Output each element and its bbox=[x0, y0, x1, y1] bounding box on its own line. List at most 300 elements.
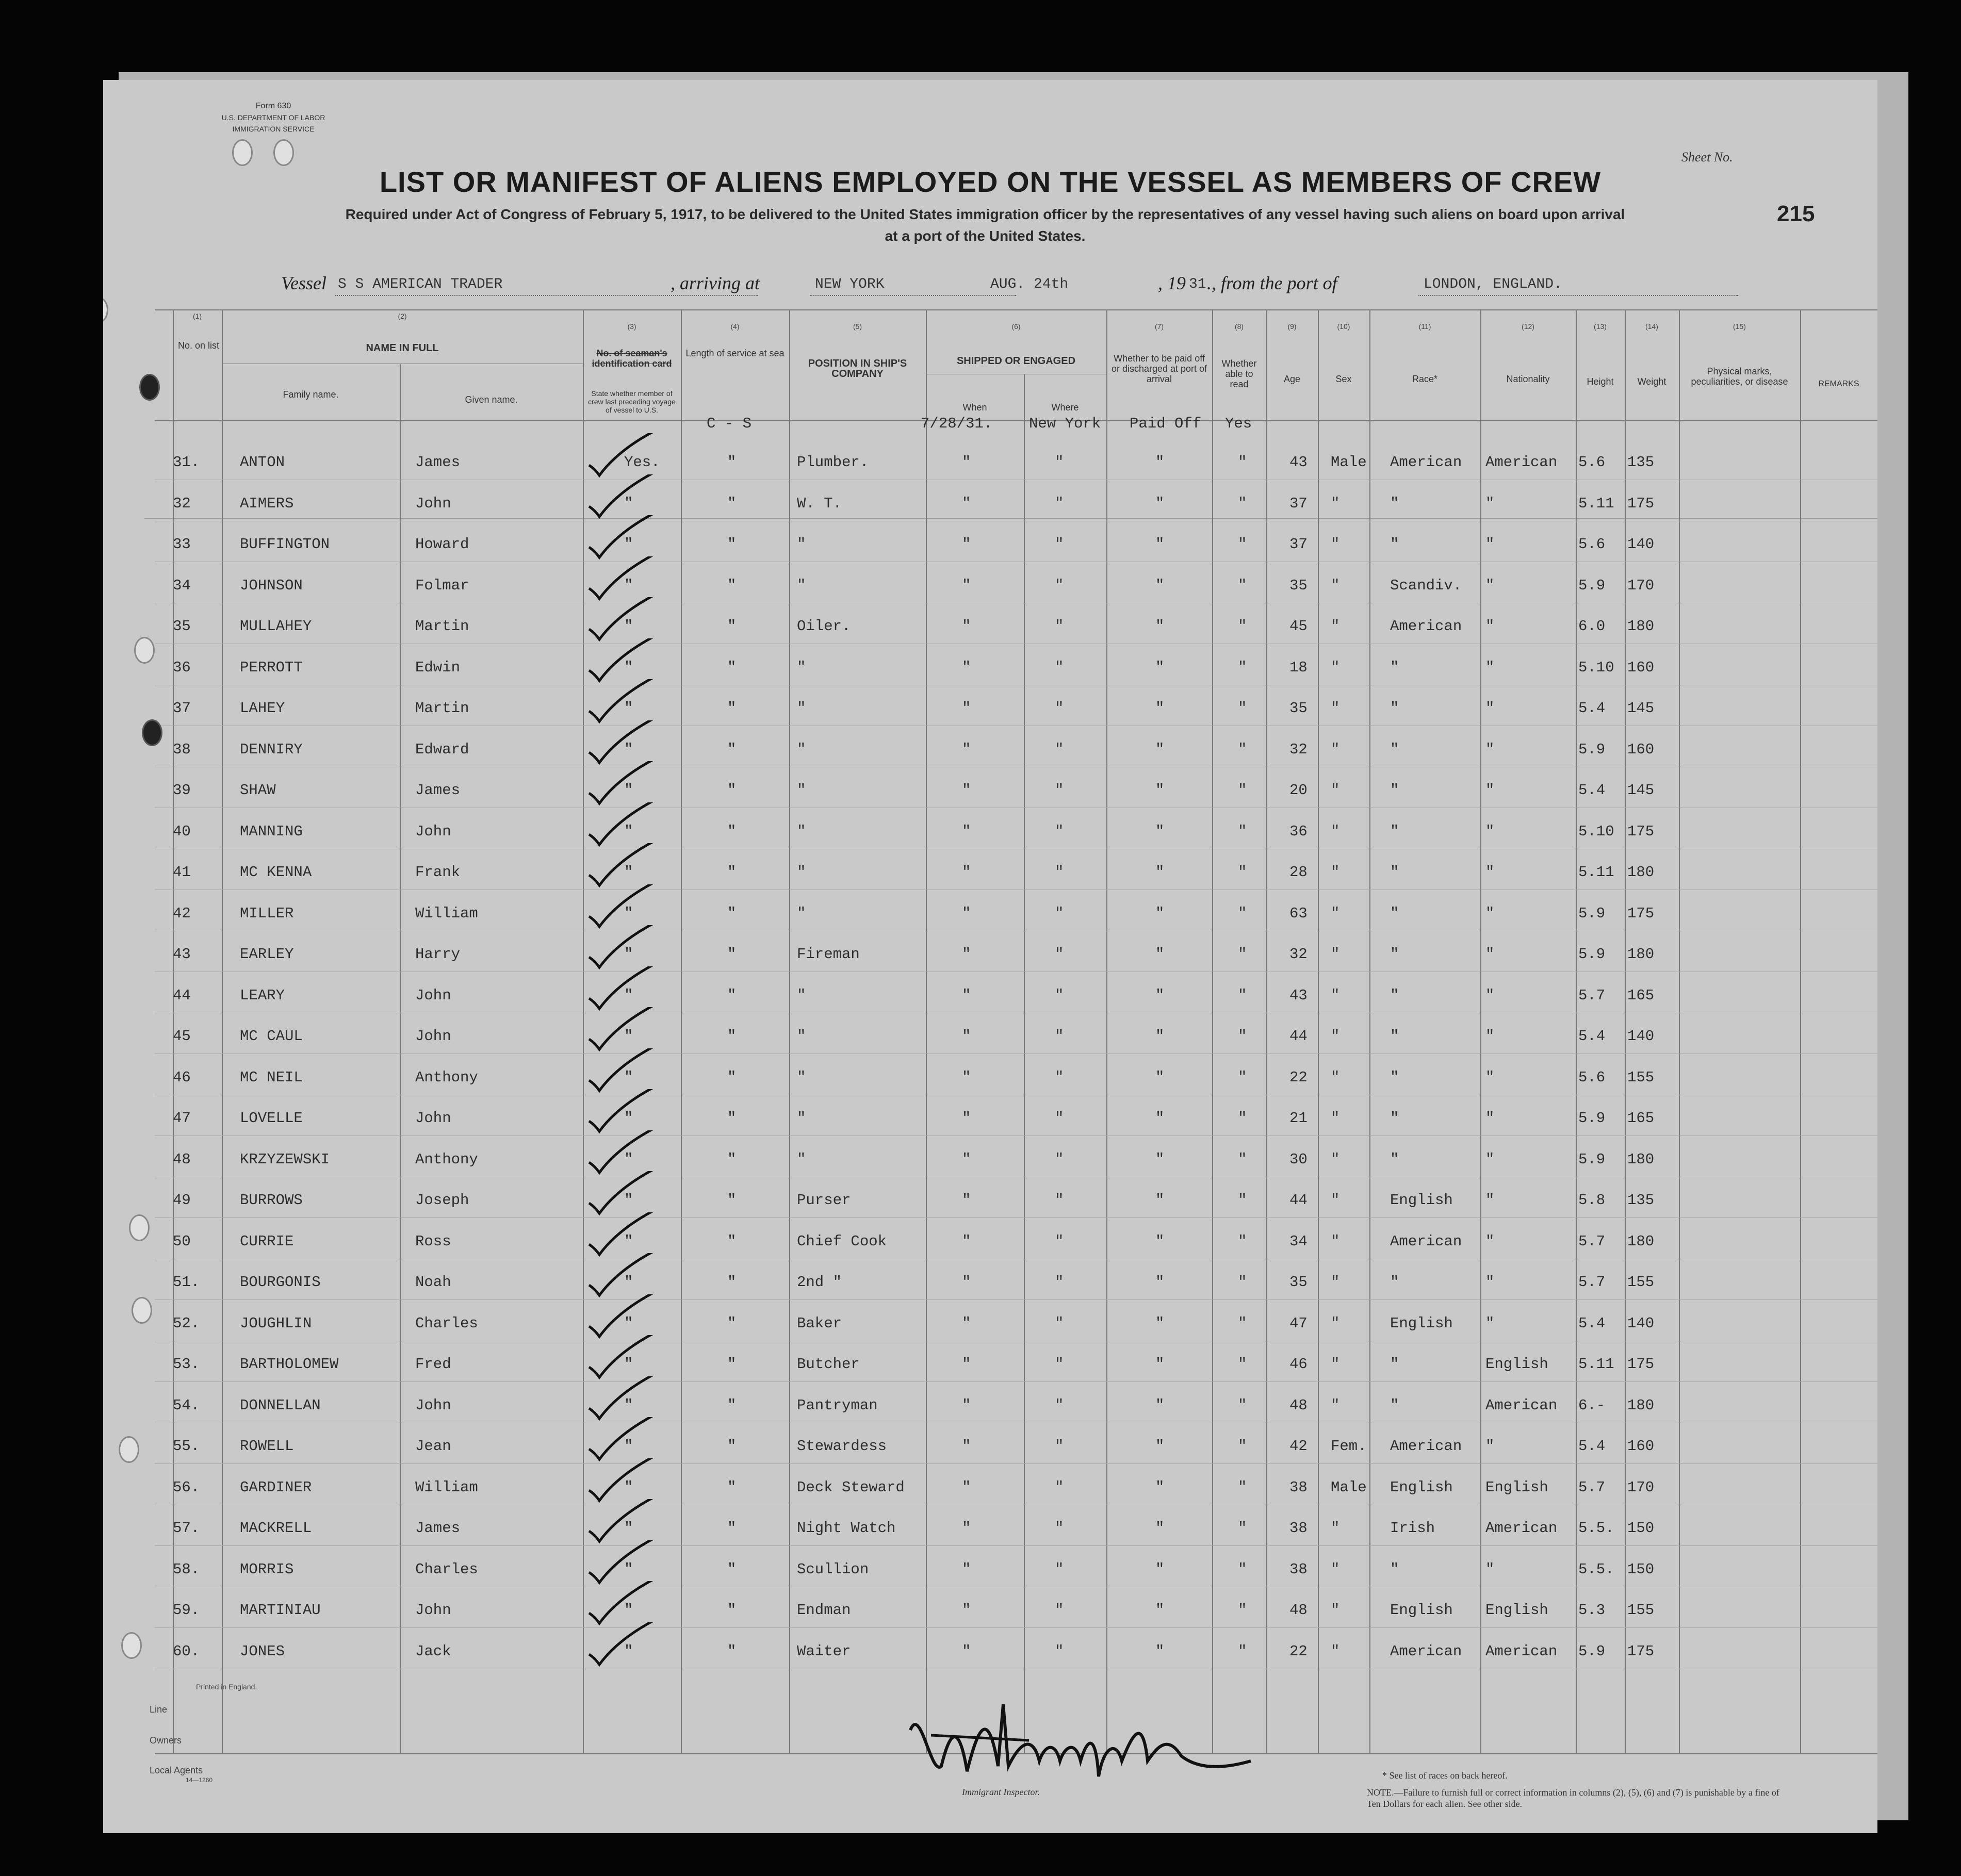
row-race: " bbox=[1390, 946, 1399, 963]
row-able-to-read: " bbox=[1238, 1356, 1247, 1373]
row-race: " bbox=[1390, 1151, 1399, 1168]
row-paid-off: " bbox=[1155, 1397, 1165, 1414]
row-paid-off: " bbox=[1155, 1520, 1165, 1537]
check-mark bbox=[583, 1089, 665, 1136]
row-height: 5.11 bbox=[1578, 864, 1614, 881]
row-shipped-when: " bbox=[962, 741, 971, 758]
row-able-to-read: " bbox=[1238, 1520, 1247, 1537]
row-sex: Male bbox=[1331, 454, 1367, 471]
row-shipped-when: " bbox=[962, 577, 971, 594]
row-service-length: " bbox=[727, 1028, 737, 1045]
colnum-7: (7) bbox=[1154, 322, 1164, 331]
row-position: Oiler. bbox=[797, 618, 851, 635]
row-height: 5.10 bbox=[1578, 659, 1614, 676]
row-height: 5.6 bbox=[1578, 1069, 1606, 1086]
row-service-length: " bbox=[727, 495, 737, 512]
row-nationality: American bbox=[1485, 1643, 1558, 1660]
row-weight: 150 bbox=[1627, 1561, 1655, 1578]
row-height: 5.6 bbox=[1578, 536, 1606, 553]
row-row-number: 43 bbox=[173, 946, 191, 963]
manifest-sheet bbox=[103, 80, 1877, 1833]
row-given-name: Edward bbox=[415, 741, 469, 758]
row-paid-off: " bbox=[1155, 741, 1165, 758]
row-shipped-when: " bbox=[962, 864, 971, 881]
row-nationality: " bbox=[1485, 1110, 1495, 1127]
row-service-length: " bbox=[727, 1602, 737, 1619]
row-shipped-when: " bbox=[962, 700, 971, 717]
row-age: 38 bbox=[1289, 1561, 1308, 1578]
header-id-card: No. of seaman's identification card bbox=[592, 348, 672, 369]
row-nationality: " bbox=[1485, 741, 1495, 758]
row-shipped-where: " bbox=[1055, 1356, 1064, 1373]
row-family-name: DONNELLAN bbox=[240, 1397, 321, 1414]
row-given-name: Jean bbox=[415, 1438, 451, 1455]
row-shipped-when: " bbox=[962, 1110, 971, 1127]
row-position: W. T. bbox=[797, 495, 842, 512]
row-given-name: William bbox=[415, 905, 478, 922]
row-nationality: English bbox=[1485, 1602, 1548, 1619]
arrival-port: NEW YORK bbox=[815, 276, 885, 292]
row-sex: " bbox=[1331, 577, 1340, 594]
row-family-name: LAHEY bbox=[240, 700, 285, 717]
row-able-to-read: " bbox=[1238, 1028, 1247, 1045]
row-paid-off: " bbox=[1155, 1356, 1165, 1373]
check-mark bbox=[583, 1335, 665, 1381]
row-race: Irish bbox=[1390, 1520, 1435, 1537]
footer-owners-label: Owners bbox=[150, 1735, 182, 1746]
row-height: 5.5. bbox=[1578, 1561, 1614, 1578]
manifest-subtitle: Required under Act of Congress of February 5, 1917, to be delivered to the United States immigration officer by the representatives of any vessel having such aliens on board upon arrival at a port of the United States. bbox=[345, 206, 1625, 244]
row-service-length: " bbox=[727, 1110, 737, 1127]
row-race: " bbox=[1390, 905, 1399, 922]
row-service-length: " bbox=[727, 1192, 737, 1209]
row-race: " bbox=[1390, 495, 1399, 512]
row-shipped-when: " bbox=[962, 1151, 971, 1168]
check-mark bbox=[583, 433, 665, 480]
row-shipped-when: " bbox=[962, 1561, 971, 1578]
row-service-length: " bbox=[727, 1233, 737, 1250]
header-family-name: Family name. bbox=[283, 389, 339, 400]
row-sex: " bbox=[1331, 1110, 1340, 1127]
row-previous-voyage: " bbox=[624, 1315, 633, 1332]
row-previous-voyage: " bbox=[624, 700, 633, 717]
row-service-length: " bbox=[727, 1397, 737, 1414]
row-family-name: BARTHOLOMEW bbox=[240, 1356, 339, 1373]
row-nationality: " bbox=[1485, 1151, 1495, 1168]
row-position: " bbox=[797, 782, 806, 799]
row-row-number: 60. bbox=[173, 1643, 200, 1660]
row-family-name: LEARY bbox=[240, 987, 285, 1004]
row-weight: 155 bbox=[1627, 1602, 1655, 1619]
row-sex: " bbox=[1331, 1356, 1340, 1373]
row-weight: 155 bbox=[1627, 1274, 1655, 1291]
header-height: Height bbox=[1587, 376, 1614, 387]
row-previous-voyage: " bbox=[624, 495, 633, 512]
row-able-to-read: " bbox=[1238, 577, 1247, 594]
arriving-label: , arriving at bbox=[671, 273, 760, 293]
check-mark bbox=[583, 1007, 665, 1054]
row-height: 5.11 bbox=[1578, 495, 1614, 512]
footer-agents-label: Local Agents bbox=[150, 1765, 203, 1775]
row-row-number: 35 bbox=[173, 618, 191, 635]
row-height: 5.4 bbox=[1578, 1315, 1606, 1332]
row-service-length: " bbox=[727, 782, 737, 799]
row-race: " bbox=[1390, 700, 1399, 717]
row-weight: 175 bbox=[1627, 495, 1655, 512]
row-sex: " bbox=[1331, 1151, 1340, 1168]
row-shipped-where: " bbox=[1055, 1315, 1064, 1332]
row-service-length: " bbox=[727, 454, 737, 471]
row-service-length: " bbox=[727, 905, 737, 922]
row-given-name: John bbox=[415, 1110, 451, 1127]
row-able-to-read: " bbox=[1238, 536, 1247, 553]
footer-form-code: 14—1260 bbox=[186, 1776, 213, 1784]
row-given-name: Ross bbox=[415, 1233, 451, 1250]
row-sex: " bbox=[1331, 618, 1340, 635]
row-nationality: " bbox=[1485, 659, 1495, 676]
row-family-name: MC KENNA bbox=[240, 864, 312, 881]
row-paid-off: " bbox=[1155, 700, 1165, 717]
row-service-length: " bbox=[727, 618, 737, 635]
inspector-label: Immigrant Inspector. bbox=[962, 1787, 1040, 1797]
row-able-to-read: " bbox=[1238, 782, 1247, 799]
row-position: " bbox=[797, 864, 806, 881]
row-shipped-where: " bbox=[1055, 823, 1064, 840]
row-family-name: BOURGONIS bbox=[240, 1274, 321, 1291]
row-nationality: " bbox=[1485, 536, 1495, 553]
row-position: " bbox=[797, 1110, 806, 1127]
row-row-number: 44 bbox=[173, 987, 191, 1004]
row-weight: 175 bbox=[1627, 905, 1655, 922]
row-sex: " bbox=[1331, 946, 1340, 963]
row-nationality: " bbox=[1485, 1233, 1495, 1250]
row-position: " bbox=[797, 823, 806, 840]
row-age: 30 bbox=[1289, 1151, 1308, 1168]
check-mark bbox=[583, 802, 665, 849]
row-given-name: Jack bbox=[415, 1643, 451, 1660]
row-paid-off: " bbox=[1155, 577, 1165, 594]
header-race: Race* bbox=[1412, 374, 1438, 384]
check-mark bbox=[583, 474, 665, 521]
row-height: 5.9 bbox=[1578, 946, 1606, 963]
row-nationality: " bbox=[1485, 946, 1495, 963]
row-sex: " bbox=[1331, 741, 1340, 758]
check-mark bbox=[583, 1417, 665, 1463]
row-paid-off: " bbox=[1155, 1602, 1165, 1619]
row-shipped-where: " bbox=[1055, 577, 1064, 594]
fine-note: NOTE.—Failure to furnish full or correct information in columns (2), (5), (6) and (7) is punishable by a fine of Ten Dollars for each alien. See other side. bbox=[1367, 1787, 1779, 1809]
check-mark bbox=[583, 843, 665, 890]
row-row-number: 54. bbox=[173, 1397, 200, 1414]
row-age: 32 bbox=[1289, 741, 1308, 758]
race-note: * See list of races on back hereof. bbox=[1382, 1770, 1508, 1781]
check-mark bbox=[583, 1499, 665, 1545]
row-nationality: " bbox=[1485, 987, 1495, 1004]
row-row-number: 42 bbox=[173, 905, 191, 922]
colnum-11: (11) bbox=[1418, 322, 1431, 331]
row-able-to-read: " bbox=[1238, 1438, 1247, 1455]
row-service-length: " bbox=[727, 1438, 737, 1455]
row-service-length: " bbox=[727, 577, 737, 594]
row-row-number: 55. bbox=[173, 1438, 200, 1455]
row-previous-voyage: " bbox=[624, 1356, 633, 1373]
vessel-label: Vessel bbox=[281, 273, 326, 293]
arrival-date: AUG. 24th bbox=[990, 276, 1069, 292]
row-shipped-when: " bbox=[962, 1643, 971, 1660]
row-shipped-when: " bbox=[962, 905, 971, 922]
row-able-to-read: " bbox=[1238, 1602, 1247, 1619]
row-row-number: 36 bbox=[173, 659, 191, 676]
row-race: " bbox=[1390, 987, 1399, 1004]
header-previous-voyage: State whether member of crew last preceding voyage of vessel to U.S. bbox=[588, 389, 676, 414]
row-nationality: " bbox=[1485, 823, 1495, 840]
row-given-name: Charles bbox=[415, 1315, 478, 1332]
check-mark bbox=[583, 1622, 665, 1669]
row-row-number: 49 bbox=[173, 1192, 191, 1209]
row-rule bbox=[155, 1627, 1877, 1628]
row-weight: 140 bbox=[1627, 1028, 1655, 1045]
row-service-length: " bbox=[727, 1479, 737, 1496]
row-shipped-where: " bbox=[1055, 782, 1064, 799]
row-previous-voyage: " bbox=[624, 1520, 633, 1537]
row-race: " bbox=[1390, 1028, 1399, 1045]
row-age: 22 bbox=[1289, 1069, 1308, 1086]
row-given-name: John bbox=[415, 1397, 451, 1414]
row-given-name: James bbox=[415, 454, 461, 471]
row-position: " bbox=[797, 659, 806, 676]
row-age: 22 bbox=[1289, 1643, 1308, 1660]
row-age: 44 bbox=[1289, 1028, 1308, 1045]
row-rule bbox=[155, 1217, 1877, 1218]
row-weight: 135 bbox=[1627, 1192, 1655, 1209]
ditto-paid: Paid Off bbox=[1130, 415, 1202, 432]
row-height: 5.4 bbox=[1578, 1438, 1606, 1455]
row-able-to-read: " bbox=[1238, 1069, 1247, 1086]
row-position: Pantryman bbox=[797, 1397, 878, 1414]
row-position: 2nd " bbox=[797, 1274, 842, 1291]
row-sex: " bbox=[1331, 1643, 1340, 1660]
row-sex: " bbox=[1331, 1397, 1340, 1414]
row-age: 34 bbox=[1289, 1233, 1308, 1250]
row-given-name: Howard bbox=[415, 536, 469, 553]
row-position: " bbox=[797, 577, 806, 594]
row-row-number: 50 bbox=[173, 1233, 191, 1250]
row-paid-off: " bbox=[1155, 1643, 1165, 1660]
row-race: English bbox=[1390, 1479, 1453, 1496]
row-height: 5.9 bbox=[1578, 905, 1606, 922]
row-row-number: 34 bbox=[173, 577, 191, 594]
row-previous-voyage: " bbox=[624, 1028, 633, 1045]
check-mark bbox=[583, 1253, 665, 1299]
row-nationality: " bbox=[1485, 1438, 1495, 1455]
row-height: 6.0 bbox=[1578, 618, 1606, 635]
row-race: " bbox=[1390, 782, 1399, 799]
row-row-number: 32 bbox=[173, 495, 191, 512]
row-shipped-when: " bbox=[962, 659, 971, 676]
row-paid-off: " bbox=[1155, 1315, 1165, 1332]
row-given-name: Anthony bbox=[415, 1151, 478, 1168]
row-weight: 170 bbox=[1627, 1479, 1655, 1496]
row-shipped-when: " bbox=[962, 536, 971, 553]
row-sex: " bbox=[1331, 1561, 1340, 1578]
row-age: 20 bbox=[1289, 782, 1308, 799]
row-sex: " bbox=[1331, 1233, 1340, 1250]
row-row-number: 46 bbox=[173, 1069, 191, 1086]
row-paid-off: " bbox=[1155, 1233, 1165, 1250]
colnum-6: (6) bbox=[1011, 322, 1021, 331]
header-able-to-read: Whether able to read bbox=[1221, 358, 1257, 389]
row-previous-voyage: " bbox=[624, 1561, 633, 1578]
row-paid-off: " bbox=[1155, 1274, 1165, 1291]
row-shipped-where: " bbox=[1055, 1602, 1064, 1619]
colnum-5: (5) bbox=[853, 322, 862, 331]
row-paid-off: " bbox=[1155, 618, 1165, 635]
row-paid-off: " bbox=[1155, 987, 1165, 1004]
row-height: 5.3 bbox=[1578, 1602, 1606, 1619]
row-able-to-read: " bbox=[1238, 1233, 1247, 1250]
row-nationality: English bbox=[1485, 1479, 1548, 1496]
row-height: 5.9 bbox=[1578, 1110, 1606, 1127]
row-given-name: William bbox=[415, 1479, 478, 1496]
check-mark bbox=[583, 556, 665, 603]
row-age: 35 bbox=[1289, 1274, 1308, 1291]
row-row-number: 39 bbox=[173, 782, 191, 799]
row-paid-off: " bbox=[1155, 864, 1165, 881]
row-race: " bbox=[1390, 1356, 1399, 1373]
row-service-length: " bbox=[727, 1520, 737, 1537]
row-height: 5.9 bbox=[1578, 741, 1606, 758]
row-weight: 150 bbox=[1627, 1520, 1655, 1537]
row-service-length: " bbox=[727, 1315, 737, 1332]
row-family-name: EARLEY bbox=[240, 946, 294, 963]
row-service-length: " bbox=[727, 659, 737, 676]
check-mark bbox=[583, 1294, 665, 1341]
row-race: " bbox=[1390, 741, 1399, 758]
row-family-name: MANNING bbox=[240, 823, 303, 840]
row-given-name: Martin bbox=[415, 700, 469, 717]
row-able-to-read: " bbox=[1238, 823, 1247, 840]
row-age: 36 bbox=[1289, 823, 1308, 840]
row-shipped-where: " bbox=[1055, 454, 1064, 471]
row-previous-voyage: " bbox=[624, 864, 633, 881]
colnum-15: (15) bbox=[1733, 322, 1746, 331]
row-sex: " bbox=[1331, 987, 1340, 1004]
row-height: 5.7 bbox=[1578, 1233, 1606, 1250]
row-weight: 145 bbox=[1627, 782, 1655, 799]
header-position: POSITION IN SHIP'S COMPANY bbox=[808, 358, 907, 380]
sheet-no-label: Sheet No. bbox=[1681, 150, 1733, 164]
colnum-2: (2) bbox=[398, 312, 407, 320]
check-mark bbox=[583, 1212, 665, 1259]
row-weight: 140 bbox=[1627, 1315, 1655, 1332]
row-previous-voyage: " bbox=[624, 782, 633, 799]
row-able-to-read: " bbox=[1238, 741, 1247, 758]
row-previous-voyage: " bbox=[624, 1643, 633, 1660]
row-service-length: " bbox=[727, 823, 737, 840]
row-sex: " bbox=[1331, 1520, 1340, 1537]
row-height: 5.9 bbox=[1578, 1151, 1606, 1168]
row-able-to-read: " bbox=[1238, 700, 1247, 717]
row-height: 5.8 bbox=[1578, 1192, 1606, 1209]
row-age: 21 bbox=[1289, 1110, 1308, 1127]
row-shipped-when: " bbox=[962, 1438, 971, 1455]
row-shipped-when: " bbox=[962, 618, 971, 635]
row-nationality: " bbox=[1485, 905, 1495, 922]
row-sex: " bbox=[1331, 536, 1340, 553]
row-family-name: JOUGHLIN bbox=[240, 1315, 312, 1332]
row-shipped-when: " bbox=[962, 1315, 971, 1332]
row-race: American bbox=[1390, 454, 1462, 471]
row-paid-off: " bbox=[1155, 495, 1165, 512]
row-shipped-where: " bbox=[1055, 1643, 1064, 1660]
row-race: " bbox=[1390, 1069, 1399, 1086]
row-position: " bbox=[797, 700, 806, 717]
check-mark bbox=[583, 761, 665, 808]
row-row-number: 48 bbox=[173, 1151, 191, 1168]
row-family-name: BUFFINGTON bbox=[240, 536, 330, 553]
row-age: 44 bbox=[1289, 1192, 1308, 1209]
row-service-length: " bbox=[727, 1356, 737, 1373]
row-row-number: 53. bbox=[173, 1356, 200, 1373]
vessel-line bbox=[103, 268, 1877, 299]
header-when: When bbox=[962, 402, 987, 413]
row-sex: " bbox=[1331, 659, 1340, 676]
printed-in: Printed in England. bbox=[196, 1683, 257, 1691]
row-paid-off: " bbox=[1155, 659, 1165, 676]
row-family-name: MC CAUL bbox=[240, 1028, 303, 1045]
row-paid-off: " bbox=[1155, 1438, 1165, 1455]
row-previous-voyage: " bbox=[624, 987, 633, 1004]
row-previous-voyage: " bbox=[624, 618, 633, 635]
row-row-number: 38 bbox=[173, 741, 191, 758]
row-row-number: 56. bbox=[173, 1479, 200, 1496]
check-mark bbox=[583, 1130, 665, 1177]
row-weight: 165 bbox=[1627, 987, 1655, 1004]
row-able-to-read: " bbox=[1238, 1274, 1247, 1291]
row-shipped-where: " bbox=[1055, 536, 1064, 553]
row-given-name: Charles bbox=[415, 1561, 478, 1578]
row-nationality: American bbox=[1485, 1520, 1558, 1537]
colnum-3: (3) bbox=[627, 322, 636, 331]
row-position: " bbox=[797, 536, 806, 553]
row-given-name: Martin bbox=[415, 618, 469, 635]
row-age: 45 bbox=[1289, 618, 1308, 635]
row-able-to-read: " bbox=[1238, 454, 1247, 471]
row-nationality: " bbox=[1485, 700, 1495, 717]
row-rule bbox=[155, 1381, 1877, 1382]
row-service-length: " bbox=[727, 987, 737, 1004]
row-age: 43 bbox=[1289, 987, 1308, 1004]
row-given-name: Fred bbox=[415, 1356, 451, 1373]
row-shipped-where: " bbox=[1055, 1274, 1064, 1291]
row-paid-off: " bbox=[1155, 454, 1165, 471]
header-given-name: Given name. bbox=[465, 394, 518, 405]
ditto-service: C - S bbox=[707, 415, 752, 432]
row-shipped-where: " bbox=[1055, 659, 1064, 676]
row-nationality: " bbox=[1485, 1315, 1495, 1332]
colnum-12: (12) bbox=[1522, 322, 1534, 331]
year-suffix: 31 bbox=[1189, 276, 1206, 292]
header-remarks: REMARKS bbox=[1818, 380, 1859, 388]
row-race: American bbox=[1390, 1233, 1462, 1250]
header-service-length: Length of service at sea bbox=[685, 348, 785, 358]
row-height: 5.7 bbox=[1578, 1479, 1606, 1496]
row-family-name: ANTON bbox=[240, 454, 285, 471]
row-paid-off: " bbox=[1155, 1069, 1165, 1086]
colnum-13: (13) bbox=[1594, 322, 1607, 331]
row-age: 37 bbox=[1289, 536, 1308, 553]
check-mark bbox=[583, 1376, 665, 1423]
